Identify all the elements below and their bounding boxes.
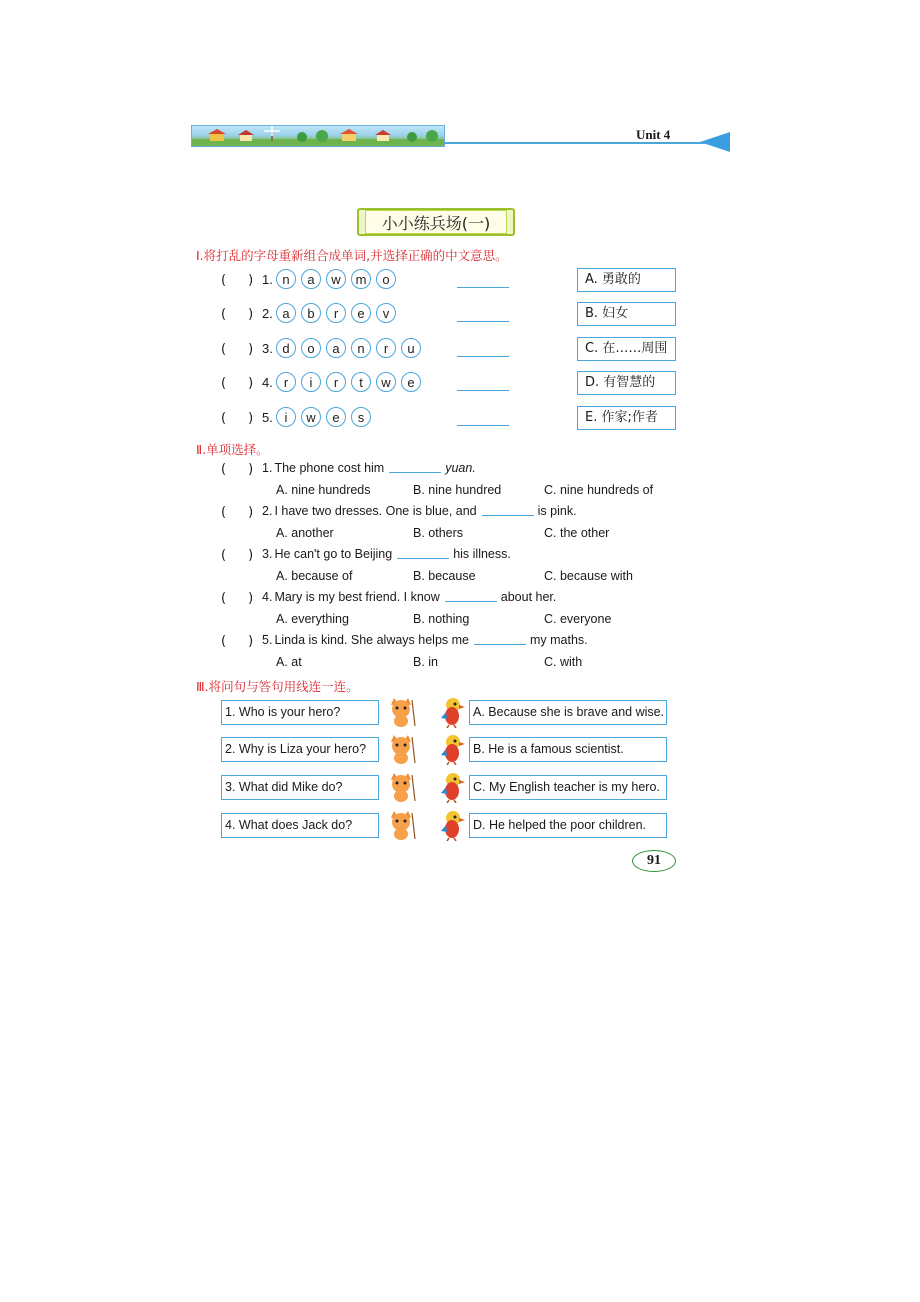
question-number: 5. xyxy=(262,633,273,647)
match-answer[interactable]: D. He helped the poor children. xyxy=(469,813,667,838)
question-number: 3. xyxy=(262,547,273,561)
option-c[interactable]: C. with xyxy=(544,655,583,669)
letter-bubble: a xyxy=(276,303,296,323)
letter-bubble: b xyxy=(301,303,321,323)
question-stem xyxy=(262,504,577,518)
parrot-icon xyxy=(438,696,468,728)
letter-bubble: e xyxy=(351,303,371,323)
meaning-option[interactable]: C. 在……周围 xyxy=(577,337,676,361)
exercise-title-frame xyxy=(357,208,515,236)
option-a[interactable]: A. everything xyxy=(276,612,349,626)
letter-bubble: v xyxy=(376,303,396,323)
match-question[interactable]: 4. What does Jack do? xyxy=(221,813,379,838)
exercise-title: 小小练兵场(一) xyxy=(365,210,507,234)
letter-bubble: r xyxy=(376,338,396,358)
option-b[interactable]: B. because xyxy=(413,569,476,583)
option-a[interactable]: A. another xyxy=(276,526,334,540)
answer-paren[interactable]: ( ) xyxy=(221,548,254,563)
question-text: I have two dresses. One is blue, and xyxy=(274,504,477,518)
letter-bubble: m xyxy=(351,269,371,289)
question-stem xyxy=(262,461,476,475)
letter-bubble: u xyxy=(401,338,421,358)
word-answer-blank[interactable] xyxy=(457,321,509,322)
option-b[interactable]: B. nine hundred xyxy=(413,483,502,497)
item-number: 1. xyxy=(262,272,273,287)
answer-paren[interactable]: ( ) xyxy=(221,411,254,426)
question-text: The phone cost him xyxy=(274,461,385,475)
word-answer-blank[interactable] xyxy=(457,356,509,357)
question-stem xyxy=(262,633,588,647)
meaning-option[interactable]: A. 勇敢的 xyxy=(577,268,676,292)
answer-blank[interactable] xyxy=(397,558,449,559)
letter-bubble: w xyxy=(301,407,321,427)
answer-paren[interactable]: ( ) xyxy=(221,376,254,391)
answer-paren[interactable]: ( ) xyxy=(221,591,254,606)
letter-bubble: a xyxy=(326,338,346,358)
answer-paren[interactable]: ( ) xyxy=(221,505,254,520)
answer-blank[interactable] xyxy=(389,472,441,473)
answer-blank[interactable] xyxy=(445,601,497,602)
letter-bubble: e xyxy=(326,407,346,427)
meaning-option[interactable]: B. 妇女 xyxy=(577,302,676,326)
question-text: Mary is my best friend. I know xyxy=(274,590,440,604)
answer-paren[interactable]: ( ) xyxy=(221,462,254,477)
question-number: 2. xyxy=(262,504,273,518)
parrot-icon xyxy=(438,771,468,803)
answer-paren[interactable]: ( ) xyxy=(221,273,254,288)
word-answer-blank[interactable] xyxy=(457,390,509,391)
letter-bubble: r xyxy=(276,372,296,392)
question-stem xyxy=(262,590,556,604)
header-arrow-icon xyxy=(700,132,730,157)
option-c[interactable]: C. everyone xyxy=(544,612,612,626)
letter-bubble: o xyxy=(376,269,396,289)
header-banner-illustration xyxy=(191,125,445,147)
match-question[interactable]: 2. Why is Liza your hero? xyxy=(221,737,379,762)
section-2-heading: Ⅱ.单项选择。 xyxy=(196,442,269,457)
answer-paren[interactable]: ( ) xyxy=(221,342,254,357)
item-number: 5. xyxy=(262,410,273,425)
parrot-icon xyxy=(438,809,468,841)
question-text: my maths. xyxy=(530,633,588,647)
match-question[interactable]: 3. What did Mike do? xyxy=(221,775,379,800)
scrambled-letters xyxy=(276,338,421,358)
question-text: his illness. xyxy=(453,547,511,561)
letter-bubble: a xyxy=(301,269,321,289)
cat-icon xyxy=(385,771,415,803)
page-number: 91 xyxy=(632,850,676,872)
meaning-option[interactable]: D. 有智慧的 xyxy=(577,371,676,395)
answer-paren[interactable]: ( ) xyxy=(221,307,254,322)
option-c[interactable]: C. because with xyxy=(544,569,633,583)
match-answer[interactable]: A. Because she is brave and wise. xyxy=(469,700,667,725)
option-b[interactable]: B. nothing xyxy=(413,612,470,626)
letter-bubble: o xyxy=(301,338,321,358)
scrambled-letters xyxy=(276,407,371,427)
word-answer-blank[interactable] xyxy=(457,287,509,288)
scrambled-letters xyxy=(276,372,421,392)
question-number: 4. xyxy=(262,590,273,604)
answer-paren[interactable]: ( ) xyxy=(221,634,254,649)
option-c[interactable]: C. the other xyxy=(544,526,610,540)
meaning-option[interactable]: E. 作家;作者 xyxy=(577,406,676,430)
item-number: 3. xyxy=(262,341,273,356)
option-b[interactable]: B. others xyxy=(413,526,464,540)
letter-bubble: w xyxy=(326,269,346,289)
match-answer[interactable]: C. My English teacher is my hero. xyxy=(469,775,667,800)
question-text: He can't go to Beijing xyxy=(274,547,393,561)
option-a[interactable]: A. nine hundreds xyxy=(276,483,371,497)
cat-icon xyxy=(385,809,415,841)
letter-bubble: s xyxy=(351,407,371,427)
section-1-heading: Ⅰ.将打乱的字母重新组合成单词,并选择正确的中文意思。 xyxy=(196,248,508,263)
question-number: 1. xyxy=(262,461,273,475)
question-text: yuan. xyxy=(445,461,476,475)
answer-blank[interactable] xyxy=(482,515,534,516)
letter-bubble: n xyxy=(276,269,296,289)
option-c[interactable]: C. nine hundreds of xyxy=(544,483,654,497)
letter-bubble: e xyxy=(401,372,421,392)
word-answer-blank[interactable] xyxy=(457,425,509,426)
item-number: 2. xyxy=(262,306,273,321)
section-3-heading: Ⅲ.将问句与答句用线连一连。 xyxy=(196,679,359,694)
question-text: about her. xyxy=(500,590,557,604)
letter-bubble: n xyxy=(351,338,371,358)
scrambled-letters xyxy=(276,303,396,323)
item-number: 4. xyxy=(262,375,273,390)
option-b[interactable]: B. in xyxy=(413,655,439,669)
unit-label: Unit 4 xyxy=(636,127,671,142)
match-answer[interactable]: B. He is a famous scientist. xyxy=(469,737,667,762)
question-stem xyxy=(262,547,511,561)
match-question[interactable]: 1. Who is your hero? xyxy=(221,700,379,725)
option-a[interactable]: A. at xyxy=(276,655,302,669)
scrambled-letters xyxy=(276,269,396,289)
letter-bubble: i xyxy=(301,372,321,392)
option-a[interactable]: A. because of xyxy=(276,569,353,583)
answer-blank[interactable] xyxy=(474,644,526,645)
parrot-icon xyxy=(438,733,468,765)
cat-icon xyxy=(385,696,415,728)
question-text: Linda is kind. She always helps me xyxy=(274,633,469,647)
letter-bubble: d xyxy=(276,338,296,358)
letter-bubble: r xyxy=(326,303,346,323)
letter-bubble: r xyxy=(326,372,346,392)
letter-bubble: w xyxy=(376,372,396,392)
question-text: is pink. xyxy=(537,504,577,518)
letter-bubble: i xyxy=(276,407,296,427)
letter-bubble: t xyxy=(351,372,371,392)
cat-icon xyxy=(385,733,415,765)
